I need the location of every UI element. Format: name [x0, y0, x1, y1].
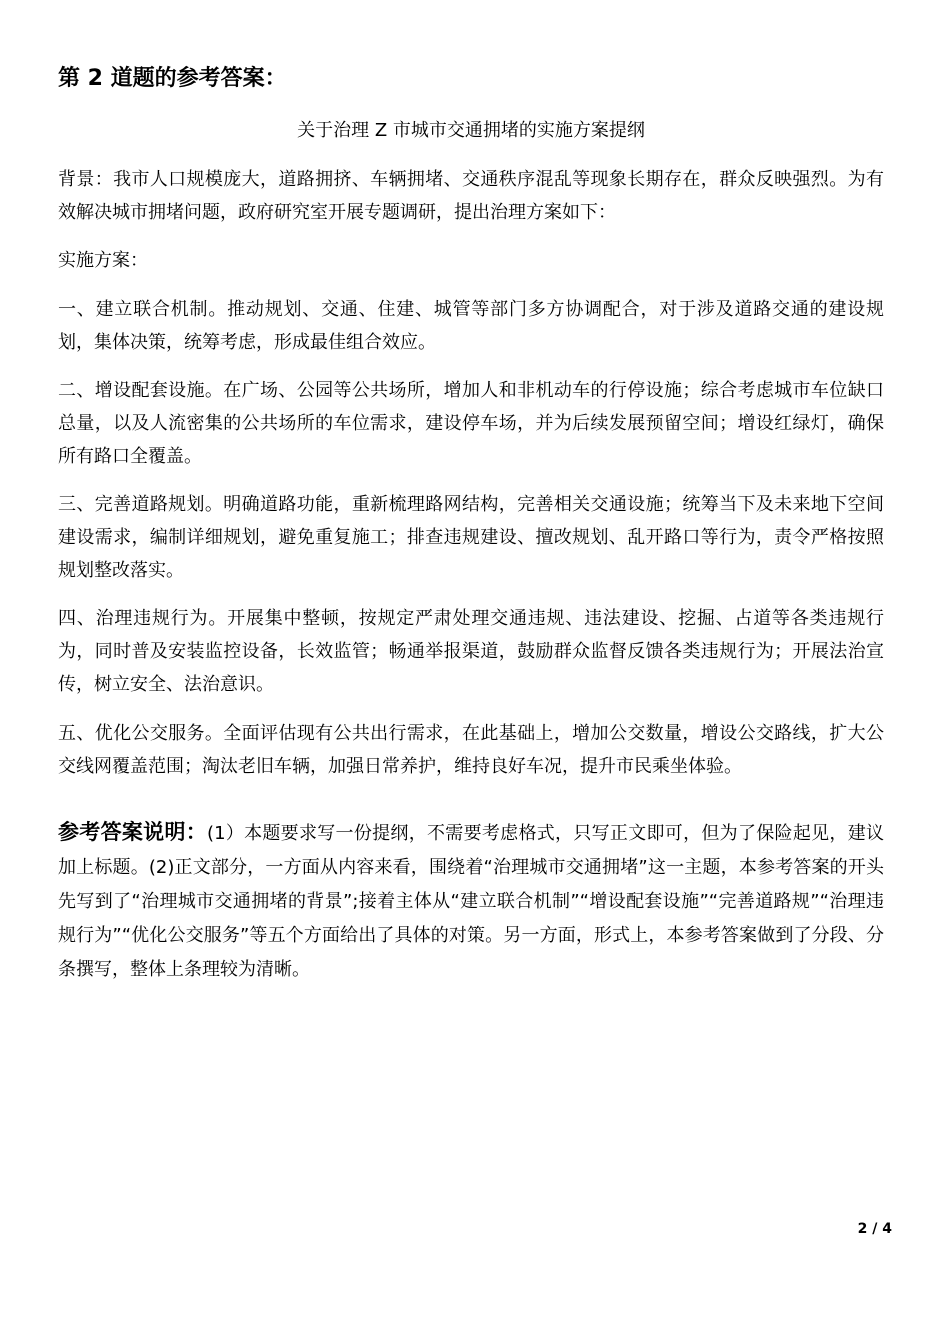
plan-item-2: 二、增设配套设施。在广场、公园等公共场所，增加人和非机动车的行停设施；综合考虑城市车位缺口总量，以及人流密集的公共场所的车位需求，建设停车场，并为后续发展预留空间；增设红绿灯，确保所有路口全覆盖。 — [58, 380, 884, 467]
explanation-text: (1）本题要求写一份提纲，不需要考虑格式，只写正文即可，但为了保险起见，建议加上标题。(2)正文部分，一方面从内容来看，围绕着“治理城市交通拥堵”这一主题，本参考答案的开头先写到了“治理城市交通拥堵的背景”;接着主体从“建立联合机制”“增设配套设施”“完善道路规”“治理违规行为”“优化公交服务”等五个方面给出了具体的对策。另一方面，形式上，本参考答案做到了分段、分条撰写，整体上条理较为清晰。 — [58, 823, 884, 980]
page-number: 2 / 4 — [857, 1221, 892, 1237]
plan-item-3: 三、完善道路规划。明确道路功能，重新梳理路网结构，完善相关交通设施；统筹当下及未来地下空间建设需求，编制详细规划，避免重复施工；排查违规建设、擅改规划、乱开路口等行为，责令严格按照规划整改落实。 — [58, 494, 884, 581]
document-title: 关于治理 Z 市城市交通拥堵的实施方案提纲 — [297, 120, 645, 141]
answer-heading: 第 2 道题的参考答案： — [58, 66, 287, 91]
plan-item-5: 五、优化公交服务。全面评估现有公共出行需求，在此基础上，增加公交数量，增设公交路线，扩大公交线网覆盖范围；淘汰老旧车辆，加强日常养护，维持良好车况，提升市民乘坐体验。 — [58, 723, 884, 777]
explanation-label: 参考答案说明： — [58, 820, 208, 844]
plan-item-1: 一、建立联合机制。推动规划、交通、住建、城管等部门多方协调配合，对于涉及道路交通的建设规划，集体决策，统筹考虑，形成最佳组合效应。 — [58, 299, 884, 353]
background-paragraph: 背景：我市人口规模庞大，道路拥挤、车辆拥堵、交通秩序混乱等现象长期存在，群众反映强烈。为有效解决城市拥堵问题，政府研究室开展专题调研，提出治理方案如下： — [58, 169, 884, 223]
plan-item-4: 四、治理违规行为。开展集中整顿，按规定严肃处理交通违规、违法建设、挖掘、占道等各类违规行为，同时普及安装监控设备，长效监管；畅通举报渠道，鼓励群众监督反馈各类违规行为；开展法治宣传，树立安全、法治意识。 — [58, 608, 884, 695]
explanation-paragraph — [58, 815, 884, 987]
plan-label: 实施方案： — [58, 250, 148, 271]
